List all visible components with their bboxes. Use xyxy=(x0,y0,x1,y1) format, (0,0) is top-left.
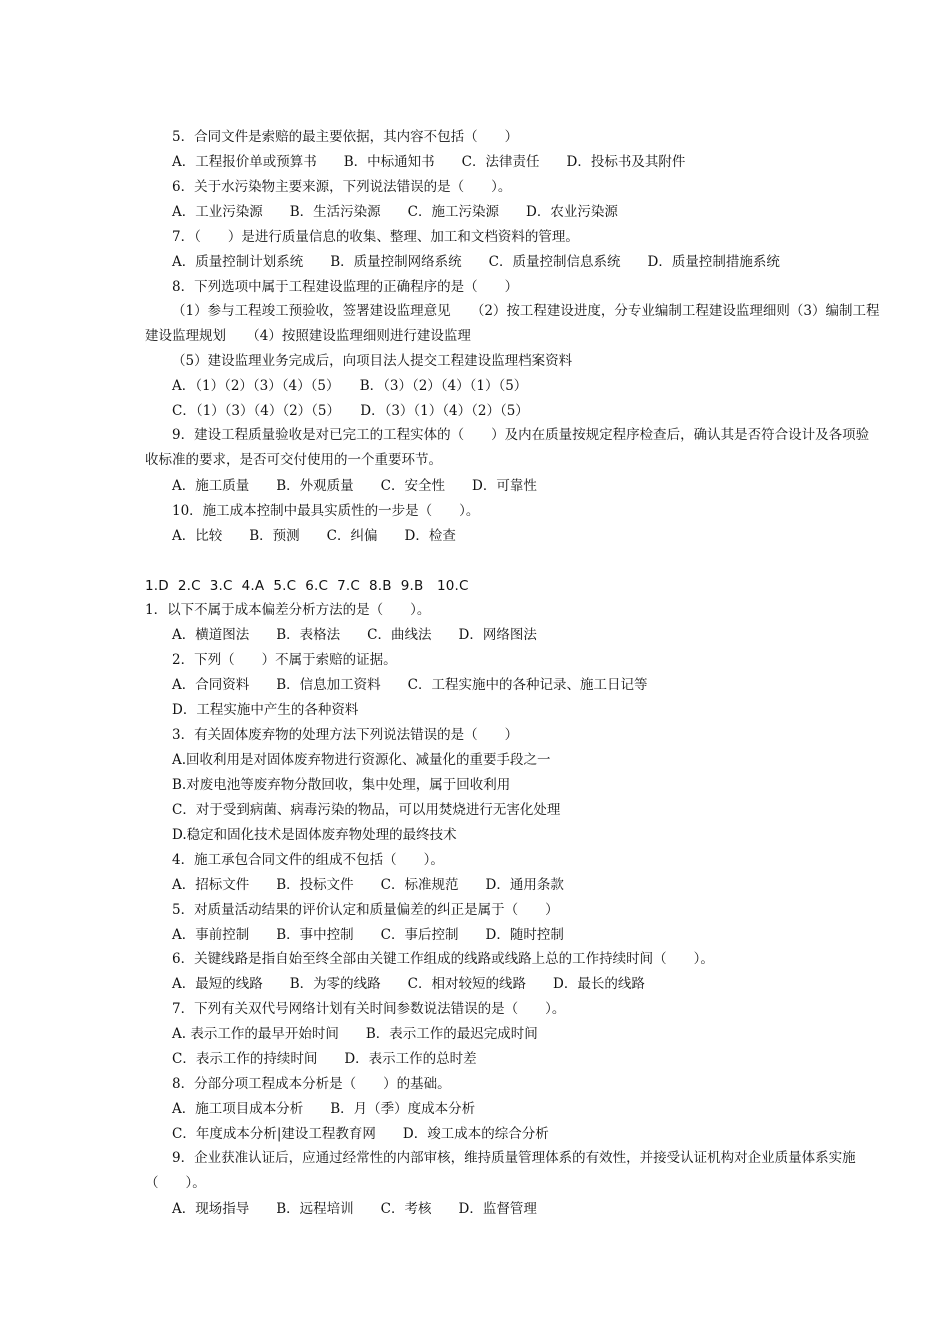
question-5-options: A．工程报价单或预算书 B．中标通知书 C．法律责任 D．投标书及其附件 xyxy=(172,154,686,170)
s2-question-4: 4．施工承包合同文件的组成不包括（ ）。 xyxy=(172,852,444,868)
s2-question-3-option-b: B.对废电池等废弃物分散回收，集中处理，属于回收利用 xyxy=(172,777,511,793)
s2-question-2-option-d: D．工程实施中产生的各种资料 xyxy=(172,702,359,718)
question-8-options-ab: A．（1）（2）（3）（4）（5） B．（3）（2）（4）（1）（5） xyxy=(172,378,528,394)
question-8: 8．下列选项中属于工程建设监理的正确程序的是（ ） xyxy=(172,279,519,295)
s2-question-1: 1．以下不属于成本偏差分析方法的是（ ）。 xyxy=(145,602,431,618)
question-6: 6．关于水污染物主要来源，下列说法错误的是（ ）。 xyxy=(172,179,512,195)
s2-question-7-options-cd: C．表示工作的持续时间 D．表示工作的总时差 xyxy=(172,1051,477,1067)
s2-question-8-options-cd: C．年度成本分析|建设工程教育网 D．竣工成本的综合分析 xyxy=(172,1126,549,1142)
s2-question-2-options: A．合同资料 B．信息加工资料 C．工程实施中的各种记录、施工日记等 xyxy=(172,677,648,693)
question-7-options: A．质量控制计划系统 B．质量控制网络系统 C．质量控制信息系统 D．质量控制措施系统 xyxy=(172,254,780,270)
s2-question-9-options: A．现场指导 B．远程培训 C．考核 D．监督管理 xyxy=(172,1201,537,1217)
question-10-options: A．比较 B．预测 C．纠偏 D．检查 xyxy=(172,528,456,544)
answer-key: 1.D 2.C 3.C 4.A 5.C 6.C 7.C 8.B 9.B 10.C xyxy=(145,578,469,594)
s2-question-3-option-c: C．对于受到病菌、病毒污染的物品，可以用焚烧进行无害化处理 xyxy=(172,802,561,818)
question-9-options: A．施工质量 B．外观质量 C．安全性 D．可靠性 xyxy=(172,478,537,494)
s2-question-2: 2．下列（ ）不属于索赔的证据。 xyxy=(172,652,397,668)
s2-question-5-options: A．事前控制 B．事中控制 C．事后控制 D．随时控制 xyxy=(172,927,564,943)
s2-question-3-option-d: D.稳定和固化技术是固体废弃物处理的最终技术 xyxy=(172,827,457,843)
s2-question-8: 8．分部分项工程成本分析是（ ）的基础。 xyxy=(172,1076,451,1092)
s2-question-9: 9．企业获准认证后，应通过经常性的内部审核，维持质量管理体系的有效性，并接受认证机构对企业质量体系实施（ ）。 xyxy=(145,1150,856,1191)
s2-question-6: 6．关键线路是指自始至终全部由关键工作组成的线路或线路上总的工作持续时间（ ）。 xyxy=(172,951,714,967)
s2-question-4-options: A．招标文件 B．投标文件 C．标准规范 D．通用条款 xyxy=(172,877,564,893)
s2-question-7-options-ab: A. 表示工作的最早开始时间 B．表示工作的最迟完成时间 xyxy=(172,1026,538,1042)
s2-question-8-options-ab: A．施工项目成本分析 B．月（季）度成本分析 xyxy=(172,1101,476,1117)
s2-question-1-options: A．横道图法 B．表格法 C．曲线法 D．网络图法 xyxy=(172,627,537,643)
s2-question-3-option-a: A.回收利用是对固体废弃物进行资源化、减量化的重要手段之一 xyxy=(172,752,551,768)
s2-question-5: 5．对质量活动结果的评价认定和质量偏差的纠正是属于（ ） xyxy=(172,902,559,918)
question-8-options-cd: C．（1）（3）（4）（2）（5） D．（3）（1）（4）（2）（5） xyxy=(172,403,529,419)
question-10: 10．施工成本控制中最具实质性的一步是（ ）。 xyxy=(172,503,480,519)
s2-question-6-options: A．最短的线路 B．为零的线路 C．相对较短的线路 D．最长的线路 xyxy=(172,976,645,992)
question-5: 5．合同文件是索赔的最主要依据，其内容不包括（ ） xyxy=(172,129,519,145)
s2-question-7: 7．下列有关双代号网络计划有关时间参数说法错误的是（ ）。 xyxy=(172,1001,566,1017)
s2-question-3: 3．有关固体废弃物的处理方法下列说法错误的是（ ） xyxy=(172,727,519,743)
question-8-item-5: （5）建设监理业务完成后，向项目法人提交工程建设监理档案资料 xyxy=(172,353,573,369)
question-8-items: （1）参与工程竣工预验收，签署建设监理意见 （2）按工程建设进度，分专业编制工程建设监理细则（3）编制工程建设监理规划 （4）按照建设监理细则进行建设监理 xyxy=(145,303,880,344)
question-9: 9．建设工程质量验收是对已完工的工程实体的（ ）及内在质量按规定程序检查后，确认其是否符合设计及各项验收标准的要求，是否可交付使用的一个重要环节。 xyxy=(145,427,870,468)
question-7: 7．（ ）是进行质量信息的收集、整理、加工和文档资料的管理。 xyxy=(172,229,579,245)
question-6-options: A．工业污染源 B．生活污染源 C．施工污染源 D．农业污染源 xyxy=(172,204,618,220)
